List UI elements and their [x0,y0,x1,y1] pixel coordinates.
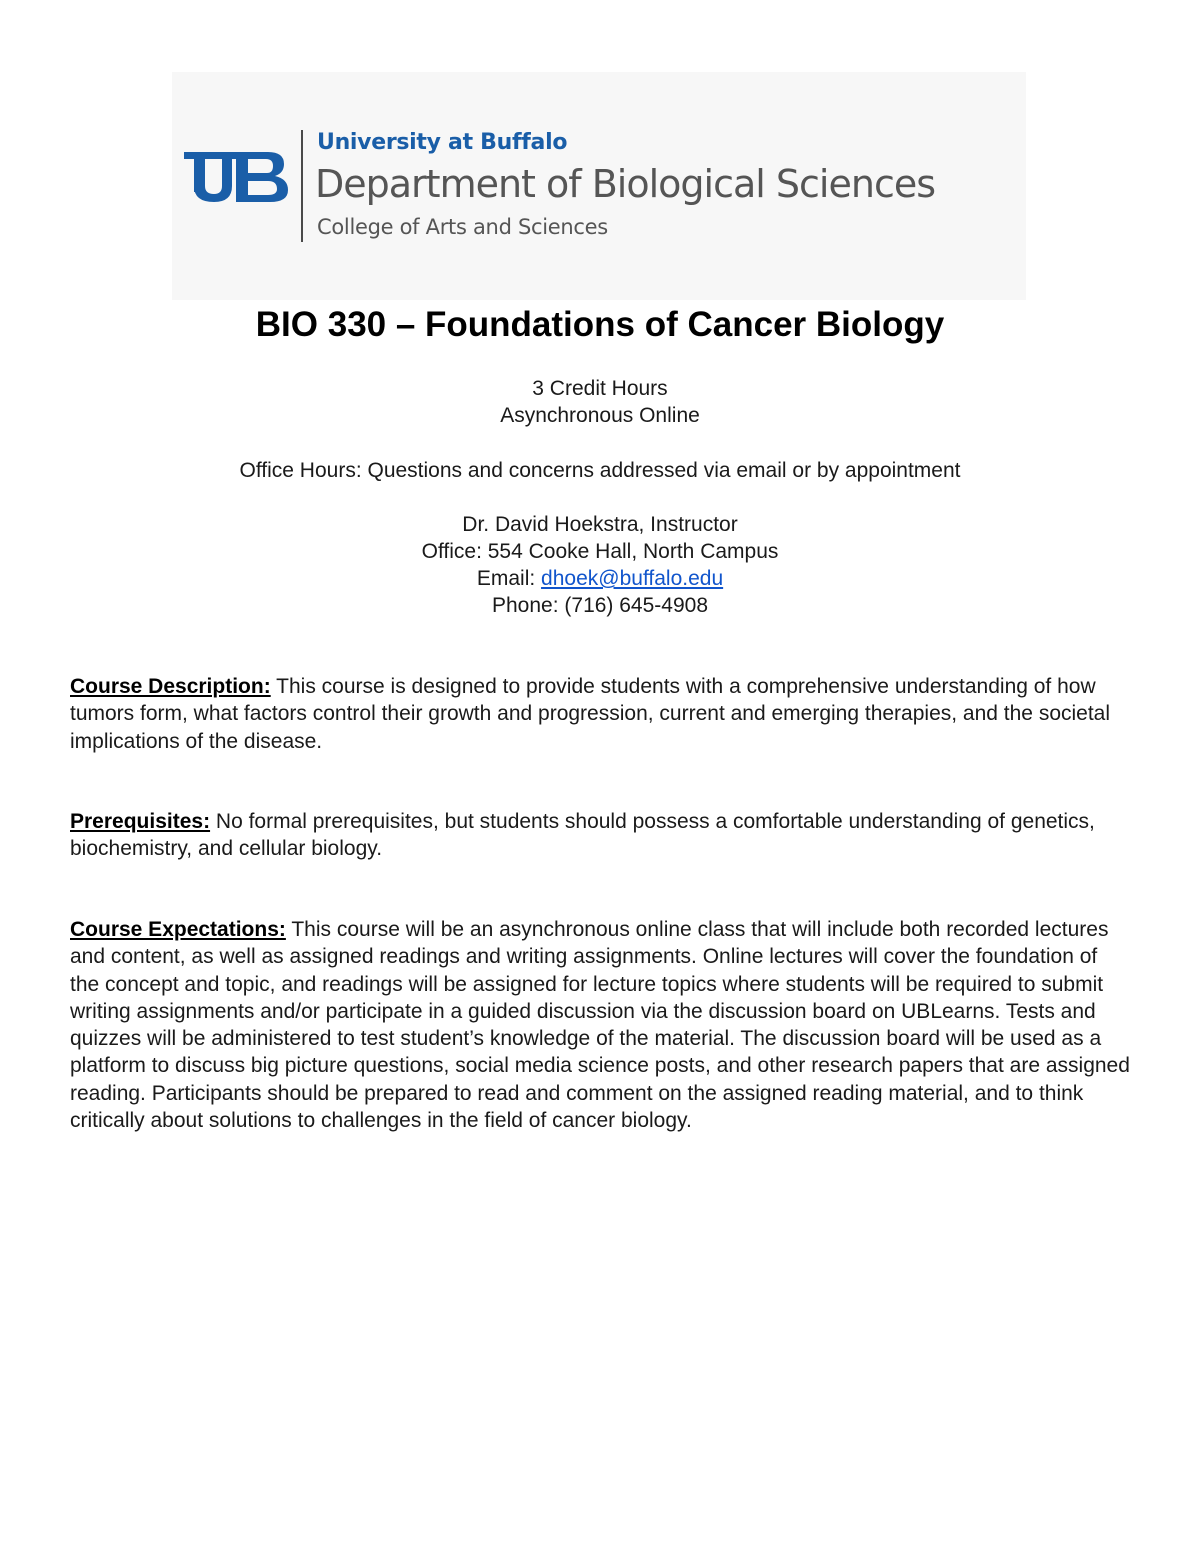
email-label: Email: [476,567,542,590]
course-format: Asynchronous Online [500,404,700,427]
course-expectations-label: Course Expectations: [70,918,286,941]
instructor-phone: Phone: (716) 645-4908 [492,594,708,617]
course-expectations-text: This course will be an asynchronous online class that will include both recorded lectures and content, as well as assigned readings and writing assignments. Online lectures will cover the foundation of the concept and topic, and readings will be assigned for lecture topics where students will be required to submit writing assignments and/or participate in a guided discussion via the discussion board on UBLearns. Tests and quizzes will be administered to test student’s knowledge of the material. The discussion board will be used as a platform to discuss big picture questions, social media science posts, and other research papers that are assigned reading. Participants should be prepared to read and comment on the assigned reading material, and to think critically about solutions to challenges in the field of cancer biology. [70,918,1130,1133]
logo-divider [301,130,303,242]
course-description-label: Course Description: [70,675,271,698]
instructor-office: Office: 554 Cooke Hall, North Campus [421,540,779,563]
university-name: University at Buffalo [317,130,568,155]
course-description [70,673,1132,755]
college-name: College of Arts and Sciences [317,215,608,239]
course-description-text: This course is designed to provide students with a comprehensive understanding of how tumors form, what factors control their growth and progression, current and emerging therapies, and the societal implications of the disease. [70,675,1111,753]
credit-hours: 3 Credit Hours [532,377,668,400]
office-hours: Office Hours: Questions and concerns addressed via email or by appointment [239,459,961,482]
instructor-name: Dr. David Hoekstra, Instructor [462,513,738,536]
instructor-email-line [0,565,1200,592]
prerequisites-text: No formal prerequisites, but students should possess a comfortable understanding of genetics, biochemistry, and cellular biology. [70,810,1095,861]
department-name: Department of Biological Sciences [315,162,936,206]
prerequisites [70,808,1132,863]
prerequisites-label: Prerequisites: [70,810,211,833]
department-logo-banner [172,72,1026,300]
ub-logo-mark-icon [184,150,290,206]
email-link[interactable]: dhoek@buffalo.edu [541,567,724,590]
course-title: BIO 330 – Foundations of Cancer Biology [255,305,945,344]
course-expectations [70,916,1132,1134]
